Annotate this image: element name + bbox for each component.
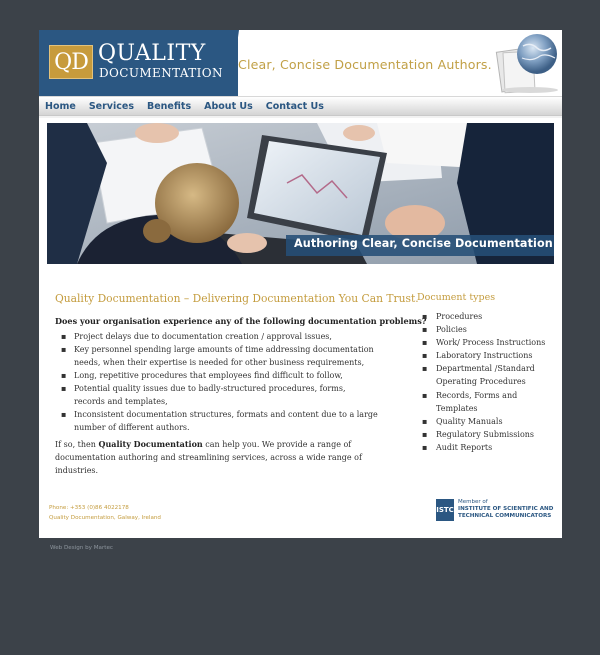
list-item: ▪ Procedures	[420, 310, 560, 323]
closing-text-end: can help you. We provide a range of documentation authoring and streamlining services, across a wide range of industries.	[55, 440, 362, 475]
sidebar-heading: Document types	[417, 292, 496, 303]
nav-contact-us[interactable]: Contact Us	[265, 101, 324, 112]
logo-text-documentation[interactable]: DOCUMENTATION	[99, 66, 223, 80]
problems-list	[58, 330, 378, 434]
nav-services[interactable]: Services	[88, 101, 134, 112]
list-item: ▪ Departmental /Standard Operating Procedures	[420, 362, 560, 388]
globe-documents-icon	[495, 30, 562, 96]
document-types-list	[420, 310, 560, 454]
list-item: ▪ Inconsistent documentation structures, formats and content due to a large number of different authors.	[58, 408, 378, 434]
nav-home[interactable]: Home	[45, 101, 76, 112]
list-item: ▪ Quality Manuals	[420, 415, 560, 428]
nav-divider	[39, 116, 562, 118]
contact-address: Quality Documentation, Galway, Ireland	[49, 514, 161, 521]
logo-text-quality[interactable]: QUALITY	[98, 41, 206, 66]
footer-credit-link[interactable]: Web Design by Martec	[50, 545, 113, 551]
list-item: ▪ Regulatory Submissions	[420, 428, 560, 441]
problems-question: Does your organisation experience any of the following documentation problems?	[55, 316, 427, 326]
contact-info	[49, 504, 161, 523]
nav-benefits[interactable]: Benefits	[146, 101, 192, 112]
closing-company-name: Quality Documentation	[98, 439, 203, 449]
istc-member-badge[interactable]	[436, 499, 554, 521]
list-item: ▪ Potential quality issues due to badly-structured procedures, forms, records and templates,	[58, 382, 378, 408]
istc-member-of: Member of	[458, 499, 488, 505]
logo-mark[interactable]: QD	[49, 45, 93, 79]
page-container	[39, 30, 562, 538]
list-item: ▪ Policies	[420, 323, 560, 336]
list-item: ▪ Project delays due to documentation creation / approval issues,	[58, 330, 378, 343]
header-tagline: Clear, Concise Documentation Authors.	[238, 57, 492, 72]
list-item: ▪ Records, Forms and Templates	[420, 389, 560, 415]
closing-paragraph	[55, 438, 395, 477]
istc-logo-icon: ISTC	[436, 499, 454, 521]
list-item: ▪ Work/ Process Instructions	[420, 336, 560, 349]
main-heading: Quality Documentation – Delivering Documentation You Can Trust.	[55, 292, 419, 305]
list-item: ▪ Audit Reports	[420, 441, 560, 454]
list-item: ▪ Long, repetitive procedures that employees find difficult to follow,	[58, 369, 378, 382]
main-nav	[39, 96, 562, 116]
nav-items	[45, 97, 337, 117]
contact-phone: Phone: +353 (0)86 4022178	[49, 505, 129, 511]
hero-banner	[47, 123, 554, 264]
list-item: ▪ Laboratory Instructions	[420, 349, 560, 362]
istc-name-line1: INSTITUTE OF SCIENTIFIC AND	[458, 506, 554, 512]
closing-text-start: If so, then	[55, 440, 99, 449]
nav-about-us[interactable]: About Us	[204, 101, 253, 112]
list-item: ▪ Key personnel spending large amounts of time addressing documentation needs, when their expertise is needed for other business requirements,	[58, 343, 378, 369]
banner-caption: Authoring Clear, Concise Documentation	[294, 237, 553, 250]
site-header	[39, 30, 562, 96]
istc-name-line2: TECHNICAL COMMUNICATORS	[458, 513, 552, 519]
